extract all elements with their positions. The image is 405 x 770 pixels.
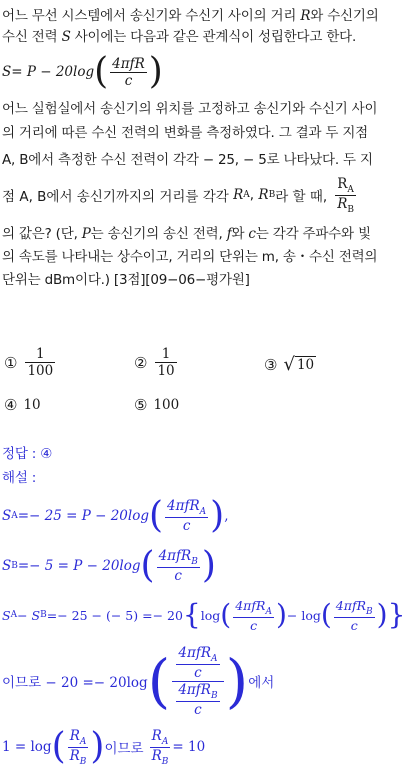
- fraction-numerator: 4πfR: [178, 644, 211, 661]
- choice-mark: ①: [4, 353, 18, 372]
- left-paren: (: [51, 726, 66, 767]
- subscript: B: [161, 756, 169, 767]
- choice-fraction: [155, 346, 176, 379]
- subscript: A: [161, 736, 169, 747]
- left-paren: (: [320, 598, 332, 631]
- fraction-denominator: 10: [157, 363, 175, 379]
- text-run: 이므로: [104, 741, 144, 757]
- choice-mark: ③: [264, 356, 278, 374]
- radicand: 10: [296, 357, 315, 373]
- choice-mark: ②: [134, 353, 148, 372]
- text-run: 사이에는 다음과 같은 관계식이 성립한다고 한다.: [74, 29, 357, 45]
- right-paren: ): [376, 598, 388, 631]
- inner-fraction: [176, 645, 219, 681]
- problem-line-8: 의 속도를 나타내는 상수이고, 거리의 단위는 m, 송・수신 전력의: [2, 249, 378, 265]
- choice-1[interactable]: [4, 346, 57, 379]
- left-brace: {: [182, 598, 201, 631]
- choice-fraction: [25, 346, 55, 379]
- ratio-fraction: [335, 176, 356, 215]
- solution-line-3: [2, 592, 405, 638]
- subscript: B: [191, 557, 198, 567]
- solution-fraction: [150, 728, 171, 767]
- choice-3[interactable]: [264, 356, 316, 374]
- subscript-A: A: [243, 190, 250, 200]
- left-paren: (: [147, 647, 171, 715]
- equation-text: 1 = log: [2, 739, 52, 755]
- equation-text: − S: [17, 607, 41, 623]
- solution-line-5: [2, 726, 205, 768]
- fraction-numerator: 4πfR: [335, 597, 367, 613]
- var-c: c: [248, 226, 256, 242]
- choice-mark: ⑤: [134, 396, 148, 414]
- left-paren: (: [140, 545, 155, 586]
- subscript: B: [79, 756, 87, 767]
- left-paren: (: [220, 598, 232, 631]
- left-paren: (: [94, 51, 109, 92]
- answer-label: 정답 : ④: [2, 446, 53, 462]
- right-paren: ): [148, 51, 163, 92]
- solution-fraction: [165, 498, 208, 534]
- fraction-denominator: c: [350, 617, 358, 633]
- var-S: S: [61, 29, 71, 45]
- var-S: S: [2, 607, 11, 623]
- equation-text: =− 5 = P − 20log: [17, 558, 141, 574]
- inner-fraction: [176, 682, 219, 718]
- fraction-numerator: 4πfR: [235, 597, 266, 613]
- subscript: A: [265, 606, 272, 617]
- fraction-numerator: 1: [36, 346, 45, 362]
- fraction-numerator: R: [69, 727, 80, 744]
- solution-fraction: [157, 548, 200, 584]
- fraction-denominator: R: [69, 747, 80, 764]
- fraction-numerator: R: [151, 727, 162, 744]
- var-P: P: [81, 226, 91, 242]
- ratio-numerator: R: [337, 175, 348, 192]
- right-paren: ): [90, 726, 105, 767]
- choice-2[interactable]: [134, 346, 179, 379]
- fraction-denominator: c: [124, 72, 133, 89]
- text-run: 와: [231, 226, 245, 242]
- right-brace: }: [387, 598, 405, 631]
- comma: ,: [249, 187, 255, 203]
- log-text: − log: [286, 607, 321, 623]
- fraction-denominator: c: [182, 518, 191, 534]
- solution-line-1: [2, 494, 229, 538]
- solution-fraction: [233, 598, 274, 633]
- fraction-numerator: 4πfR: [158, 548, 192, 564]
- subscript-A: A: [347, 184, 354, 195]
- problem-line-7: [2, 224, 398, 244]
- problem-line-5: A, B에서 측정한 수신 전력이 각각 − 25, − 5로 나타났다. 두 지: [2, 152, 373, 168]
- fraction-numerator: 4πfR: [178, 681, 211, 698]
- comma: ,: [224, 508, 229, 524]
- subscript: A: [10, 610, 18, 620]
- choice-4[interactable]: [4, 396, 41, 414]
- subscript-B: B: [268, 190, 276, 200]
- subscript: A: [79, 736, 87, 747]
- right-paren: ): [275, 598, 287, 631]
- var-f: f: [226, 226, 232, 242]
- subscript: A: [211, 653, 218, 664]
- fraction-denominator: 100: [27, 363, 54, 379]
- sqrt-expression: [283, 356, 316, 374]
- right-paren: ): [225, 647, 249, 715]
- equation-text: =− 25 − (− 5) =− 20: [46, 607, 183, 623]
- choice-value: 10: [23, 397, 41, 413]
- problem-line-6: [2, 175, 358, 215]
- text-run: 수신 전력: [2, 29, 58, 45]
- fraction-denominator: R: [151, 747, 162, 764]
- text-run: 점 A, B에서 송신기까지의 거리를 각각: [2, 189, 229, 205]
- formula-fraction: [110, 56, 147, 89]
- fraction-numerator: 4πfR: [167, 498, 200, 514]
- compound-fraction: [172, 645, 223, 718]
- var-RA: R: [233, 187, 244, 203]
- subscript: B: [40, 610, 47, 620]
- text-run: 와 수신기의: [310, 8, 379, 24]
- fraction-numerator: 1: [161, 346, 171, 362]
- text-run: 라 할 때,: [275, 189, 328, 205]
- problem-line-9: 단위는 dBm이다.) [3점][09−06−평가원]: [2, 272, 250, 288]
- solution-line-4: [2, 638, 274, 724]
- problem-line-2: [2, 27, 398, 47]
- text-run: 는 송신기의 송신 전력,: [90, 226, 223, 242]
- fraction-numerator: 4πfR: [112, 55, 145, 72]
- sqrt-icon: √: [283, 354, 295, 375]
- subscript: B: [366, 606, 373, 617]
- subscript: B: [11, 561, 18, 571]
- problem-line-4: 의 거리에 따른 수신 전력의 변화를 측정하였다. 그 결과 두 지점: [2, 125, 369, 141]
- left-paren: (: [148, 495, 164, 536]
- var-RB: R: [258, 187, 269, 203]
- var-R: R: [300, 8, 311, 24]
- equation-text: 이므로 − 20 =− 20log: [2, 675, 148, 691]
- fraction-denominator: c: [174, 568, 182, 584]
- text-run: 는 각각 주파수와 빛: [255, 226, 371, 242]
- text-run: 어느 무선 시스템에서 송신기와 수신기 사이의 거리: [2, 8, 297, 24]
- problem-line-3: 어느 실험실에서 송신기의 위치를 고정하고 송신기와 수신기 사이: [2, 101, 378, 117]
- text-run: 에서: [248, 675, 275, 691]
- subscript: B: [210, 690, 218, 701]
- fraction-denominator: c: [250, 617, 258, 633]
- solution-fraction: [68, 728, 89, 767]
- choice-value: 100: [153, 397, 180, 413]
- explanation-label: 해설 :: [2, 470, 37, 486]
- fraction-denominator: c: [194, 664, 202, 681]
- log-text: log: [200, 607, 221, 623]
- solution-line-2: [2, 544, 216, 588]
- problem-line-1: [2, 6, 398, 26]
- equation-text: = 10: [172, 739, 206, 755]
- solution-fraction: [334, 598, 375, 633]
- fraction-denominator: c: [194, 701, 202, 718]
- var-S: S: [2, 508, 12, 524]
- subscript: A: [11, 511, 18, 521]
- equation-text: =− 25 = P − 20log: [17, 508, 149, 524]
- relation-formula: [2, 52, 163, 92]
- choice-5[interactable]: [134, 396, 179, 414]
- subscript-B: B: [347, 204, 354, 215]
- text-run: 의 값은? (단,: [2, 226, 78, 242]
- ratio-denominator: R: [337, 195, 348, 212]
- formula-lhs: S= P − 20log: [2, 64, 95, 80]
- subscript: A: [199, 507, 207, 517]
- choice-mark: ④: [4, 396, 18, 414]
- var-S: S: [2, 558, 12, 574]
- right-paren: ): [210, 495, 225, 536]
- right-paren: ): [201, 545, 216, 586]
